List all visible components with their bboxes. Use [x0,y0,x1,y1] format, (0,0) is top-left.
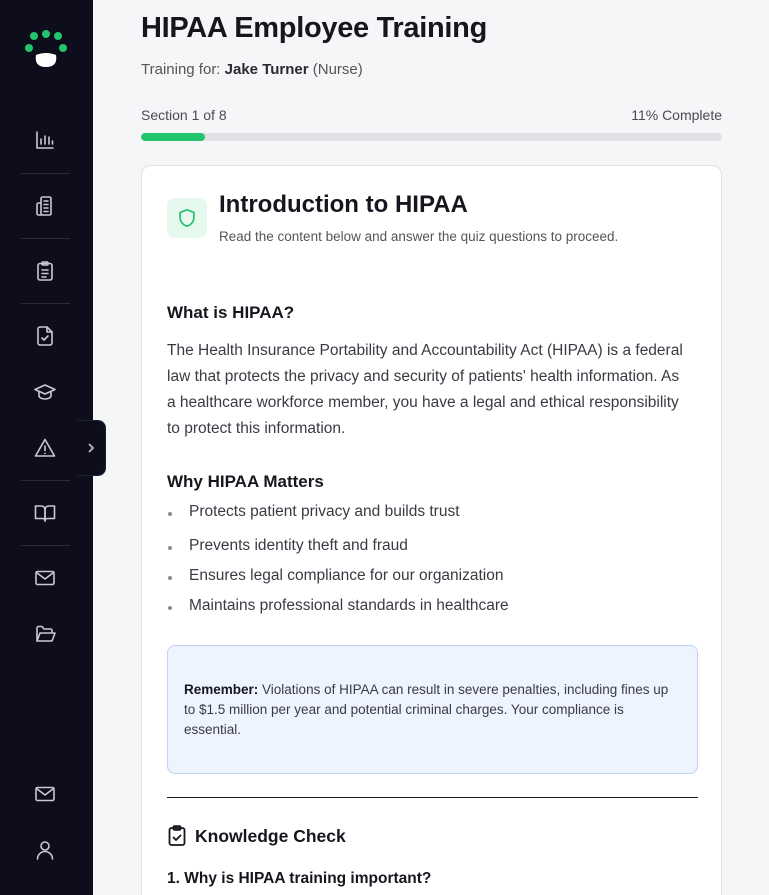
list-item: Ensures legal compliance for our organization [167,567,687,597]
sidebar-divider [21,238,70,239]
sidebar-expand-button[interactable] [77,420,106,476]
training-for [141,61,363,78]
sidebar-item-library[interactable] [21,489,69,537]
remember-text: Violations of HIPAA can result in severe penalties, including fines up to $1.5 million per year and potential criminal charges. Your compliance is essential. [184,682,669,737]
user-icon [33,838,57,862]
section-counter: Section 1 of 8 [141,107,227,123]
progress-row [141,107,722,123]
what-heading: What is HIPAA? [167,303,295,322]
why-list [167,503,687,627]
sidebar-item-checklists[interactable] [21,247,69,295]
sidebar-item-analytics[interactable] [21,116,69,164]
clipboard-list-icon [33,259,57,283]
knowledge-check-title: Knowledge Check [195,826,346,846]
list-item: Protects patient privacy and builds trust [167,503,687,537]
mail-icon [33,782,57,806]
shield-icon [176,207,198,229]
progress-percent-text: 11% Complete [631,107,722,123]
quiz-question-1: 1. Why is HIPAA training important? [167,870,432,887]
sidebar-item-profile[interactable] [21,826,69,874]
folder-open-icon [33,622,57,646]
sidebar-item-messages[interactable] [21,554,69,602]
sidebar-divider [21,480,70,481]
sidebar-item-incidents[interactable] [21,424,69,472]
sidebar-divider [21,303,70,304]
bar-chart-icon [33,128,57,152]
what-body: The Health Insurance Portability and Accountability Act (HIPAA) is a federal law that protects the privacy and security of patients' health information. As a healthcare workforce member, you have a legal and ethical responsibility to protect this information. [167,342,683,437]
progress-bar [141,133,722,141]
warning-icon [33,436,57,460]
book-open-icon [33,501,57,525]
sidebar-item-documents[interactable] [21,610,69,658]
sidebar-item-inbox[interactable] [21,770,69,818]
section-title: Introduction to HIPAA [219,191,468,218]
remember-callout [167,645,698,774]
training-for-label: Training for: [141,61,221,78]
training-content-card [141,165,722,895]
sidebar-item-training[interactable] [21,368,69,416]
sidebar-divider [21,545,70,546]
building-icon [33,194,57,218]
page-title: HIPAA Employee Training [141,12,487,44]
list-item: Maintains professional standards in healthcare [167,597,687,627]
employee-role: (Nurse) [312,61,363,78]
sidebar-divider [21,173,70,174]
section-subtitle: Read the content below and answer the quiz questions to proceed. [219,229,619,244]
section-icon-box [167,198,207,238]
mail-icon [33,566,57,590]
employee-name: Jake Turner [224,61,309,78]
clipboard-check-icon [167,825,187,847]
file-check-icon [33,324,57,348]
progress-bar-fill [141,133,205,141]
chevron-right-icon [85,442,97,454]
remember-label: Remember: [184,682,259,697]
graduation-cap-icon [33,380,57,404]
list-item: Prevents identity theft and fraud [167,537,687,567]
sidebar-item-compliance[interactable] [21,312,69,360]
sidebar-item-facilities[interactable] [21,182,69,230]
section-divider [167,797,698,798]
app-logo[interactable] [23,29,69,71]
why-heading: Why HIPAA Matters [167,472,324,491]
